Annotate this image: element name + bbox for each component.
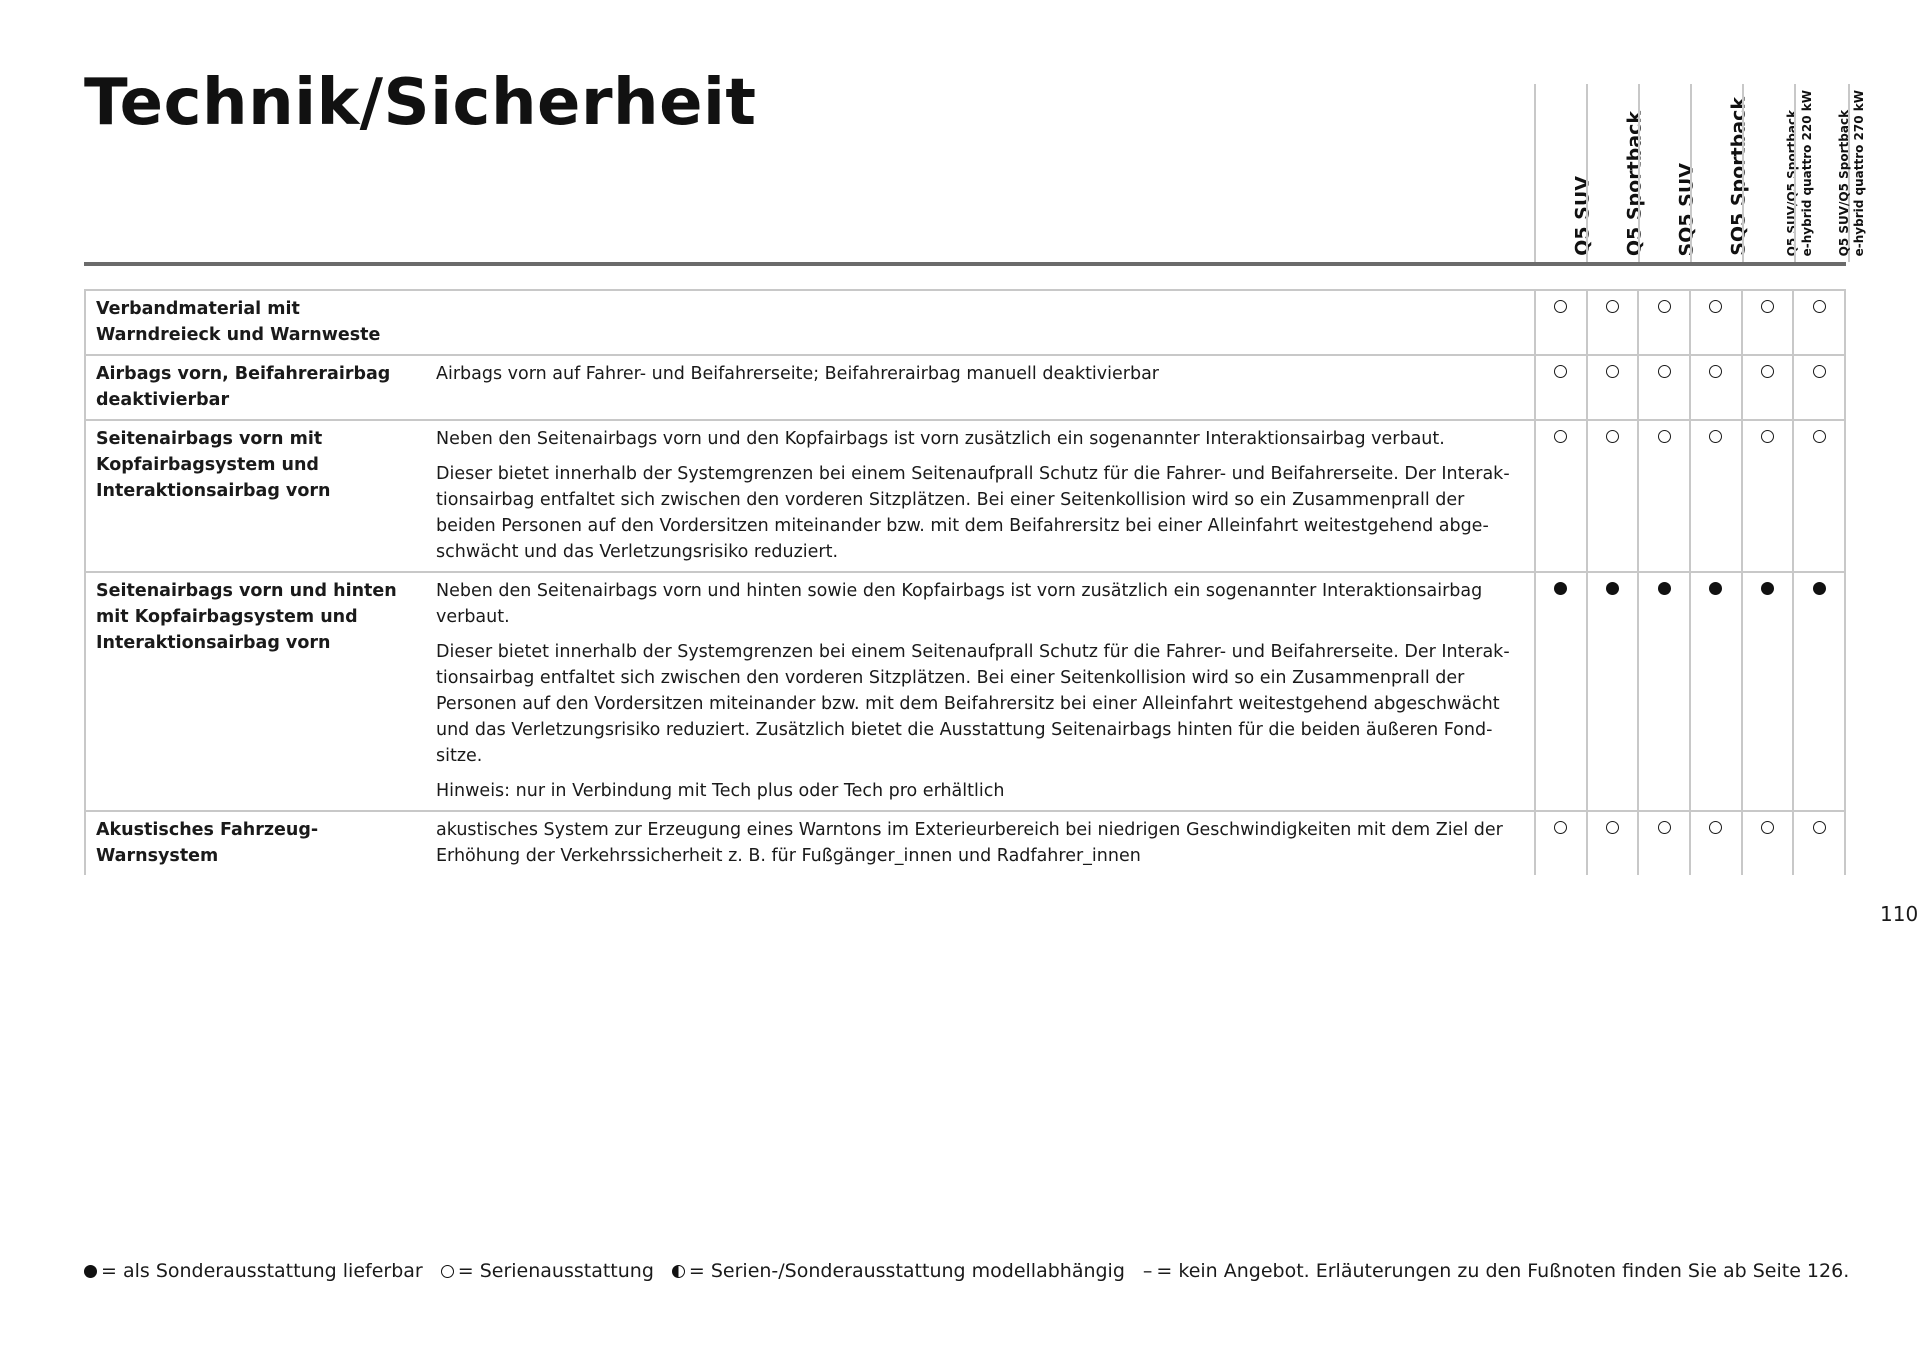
availability-cell — [1534, 291, 1586, 354]
feature-name: Seitenairbags vorn mit Kopfairbagsystem und Interaktionsairbag vorn — [84, 421, 426, 571]
description-paragraph: akustisches System zur Erzeugung eines Warntons im Exterieurbereich bei niedrigen Geschwindigkeiten mit dem Ziel der Erhöhung der Verkehrssicherheit z. B. für Fußgänger_innen und Radfahrer_innen — [436, 820, 1503, 866]
legend-model-text: = Serien-/Sonderausstattung modellabhängig — [688, 1260, 1125, 1282]
feature-description — [426, 812, 1534, 875]
availability-cell — [1741, 291, 1793, 354]
availability-cell — [1689, 291, 1741, 354]
availability-cell — [1689, 812, 1741, 875]
table-row — [84, 291, 1846, 356]
open-circle-icon — [1658, 300, 1671, 313]
open-circle-icon — [1658, 430, 1671, 443]
availability-cell — [1741, 421, 1793, 571]
availability-cell — [1792, 291, 1846, 354]
table-row — [84, 812, 1846, 875]
open-circle-icon — [1606, 821, 1619, 834]
availability-cell — [1689, 421, 1741, 571]
open-circle-icon — [1606, 430, 1619, 443]
dash-icon: – — [1142, 1260, 1153, 1282]
legend-serie — [441, 1260, 654, 1282]
open-circle-icon — [1813, 300, 1826, 313]
column-label-line2: e-hybrid quattro 220 kW — [1800, 89, 1814, 256]
column-header-q5-sportback — [1586, 84, 1646, 262]
column-label: Q5 SUV — [1571, 176, 1594, 256]
availability-cell — [1637, 356, 1689, 419]
legend-serie-text: = Serienausstattung — [457, 1260, 654, 1282]
open-circle-icon — [1554, 365, 1567, 378]
description-paragraph: Dieser bietet innerhalb der Systemgrenzen bei einem Seitenaufprall Schutz für die Fahrer- und Beifahrerseite. Der Interaktionsairbag entfaltet sich zwischen den vorderen Sitzplätzen. Bei einer Seitenkollision wird so ein Zusammenprall der Personen auf den Vordersitzen miteinander bzw. mit dem Beifahrersitz bei einer Alleinfahrt weitestgehend abgeschwächt und das Verletzungsrisiko reduziert. Zusätzlich bietet die Ausstattung Seitenairbags hinten für die beiden äußeren Fondsitze. — [436, 642, 1510, 766]
availability-cell — [1586, 812, 1638, 875]
feature-description — [426, 573, 1534, 810]
page-number: 110 — [1880, 902, 1919, 926]
open-circle-icon — [1709, 430, 1722, 443]
availability-cell — [1741, 356, 1793, 419]
open-circle-icon — [1554, 300, 1567, 313]
open-circle-icon — [1658, 365, 1671, 378]
availability-cell — [1534, 356, 1586, 419]
filled-circle-icon — [1554, 582, 1567, 595]
legend — [84, 1260, 1867, 1282]
open-circle-icon — [441, 1265, 454, 1278]
page-title: Technik/Sicherheit — [84, 66, 757, 140]
open-circle-icon — [1606, 300, 1619, 313]
legend-option — [84, 1260, 423, 1282]
legend-model — [672, 1260, 1125, 1282]
column-label-line1: Q5 SUV/Q5 Sportback — [1837, 109, 1851, 256]
feature-table — [84, 289, 1846, 875]
column-header-ehybrid-220 — [1742, 84, 1814, 262]
legend-none-text: = kein Angebot. Erläuterungen zu den Fußnoten finden Sie ab Seite 126. — [1156, 1260, 1850, 1282]
table-row — [84, 421, 1846, 573]
availability-cell — [1689, 573, 1741, 810]
filled-circle-icon — [84, 1265, 97, 1278]
column-header-sq5-sportback — [1690, 84, 1750, 262]
description-paragraph: Neben den Seitenairbags vorn und den Kopfairbags ist vorn zusätzlich ein sogenannter Interaktionsairbag verbaut. — [436, 429, 1445, 449]
header-divider — [84, 262, 1846, 266]
open-circle-icon — [1761, 300, 1774, 313]
feature-name: Airbags vorn, Beifahrerairbag deaktivierbar — [84, 356, 426, 419]
availability-cell — [1689, 356, 1741, 419]
open-circle-icon — [1709, 821, 1722, 834]
availability-cell — [1586, 421, 1638, 571]
availability-marks — [1534, 421, 1846, 571]
availability-cell — [1741, 573, 1793, 810]
filled-circle-icon — [1709, 582, 1722, 595]
availability-cell — [1586, 291, 1638, 354]
description-paragraph: Hinweis: nur in Verbindung mit Tech plus oder Tech pro erhältlich — [436, 781, 1005, 801]
column-label: Q5 Sportback — [1623, 110, 1646, 256]
open-circle-icon — [1658, 821, 1671, 834]
feature-description — [426, 291, 1534, 354]
table-row — [84, 573, 1846, 812]
availability-cell — [1586, 573, 1638, 810]
feature-description — [426, 356, 1534, 419]
availability-cell — [1534, 421, 1586, 571]
availability-marks — [1534, 356, 1846, 419]
column-label-line1: Q5 SUV/Q5 Sportback — [1785, 109, 1799, 256]
feature-name: Akustisches Fahrzeug-Warnsystem — [84, 812, 426, 875]
open-circle-icon — [1813, 821, 1826, 834]
open-circle-icon — [1709, 365, 1722, 378]
description-paragraph: Dieser bietet innerhalb der Systemgrenzen bei einem Seitenaufprall Schutz für die Fahrer- und Beifahrerseite. Der Interaktionsairbag entfaltet sich zwischen den vorderen Sitzplätzen. Bei einer Seitenkollision wird so ein Zusammenprall der beiden Personen auf den Vordersitzen miteinander bzw. mit dem Beifahrersitz bei einer Alleinfahrt weitestgehend abgeschwächt und das Verletzungsrisiko reduziert. — [436, 464, 1510, 562]
column-label — [1837, 90, 1867, 256]
column-label-line2: e-hybrid quattro 270 kW — [1852, 89, 1866, 256]
feature-description — [426, 421, 1534, 571]
legend-none — [1143, 1260, 1849, 1282]
description-paragraph: Neben den Seitenairbags vorn und hinten sowie den Kopfairbags ist vorn zusätzlich ein sogenannter Interaktionsairbag verbaut. — [436, 581, 1483, 627]
availability-cell — [1534, 573, 1586, 810]
availability-cell — [1534, 812, 1586, 875]
availability-marks — [1534, 573, 1846, 810]
availability-cell — [1792, 421, 1846, 571]
availability-cell — [1637, 421, 1689, 571]
filled-circle-icon — [1813, 582, 1826, 595]
column-label: SQ5 SUV — [1675, 162, 1698, 256]
filled-circle-icon — [1606, 582, 1619, 595]
filled-circle-icon — [1761, 582, 1774, 595]
availability-cell — [1792, 573, 1846, 810]
legend-option-text: = als Sonderausstattung lieferbar — [101, 1260, 423, 1282]
column-label: SQ5 Sportback — [1727, 97, 1750, 256]
open-circle-icon — [1813, 430, 1826, 443]
open-circle-icon — [1554, 821, 1567, 834]
availability-cell — [1637, 812, 1689, 875]
availability-marks — [1534, 291, 1846, 354]
open-circle-icon — [1761, 821, 1774, 834]
open-circle-icon — [1761, 365, 1774, 378]
feature-name: Verbandmaterial mit Warndreieck und Warnweste — [84, 291, 426, 354]
availability-marks — [1534, 812, 1846, 875]
open-circle-icon — [1761, 430, 1774, 443]
filled-circle-icon — [1658, 582, 1671, 595]
half-circle-icon — [672, 1265, 685, 1278]
open-circle-icon — [1606, 365, 1619, 378]
open-circle-icon — [1709, 300, 1722, 313]
feature-name: Seitenairbags vorn und hinten mit Kopfairbagsystem und Interaktionsairbag vorn — [84, 573, 426, 810]
column-header-q5-suv — [1534, 84, 1594, 262]
column-headers — [1534, 84, 1866, 262]
table-row — [84, 356, 1846, 421]
description-paragraph: Airbags vorn auf Fahrer- und Beifahrerseite; Beifahrerairbag manuell deaktivierbar — [436, 364, 1160, 384]
open-circle-icon — [1813, 365, 1826, 378]
column-header-sq5-suv — [1638, 84, 1698, 262]
availability-cell — [1792, 356, 1846, 419]
availability-cell — [1792, 812, 1846, 875]
availability-cell — [1637, 291, 1689, 354]
availability-cell — [1637, 573, 1689, 810]
availability-cell — [1586, 356, 1638, 419]
availability-cell — [1741, 812, 1793, 875]
column-header-ehybrid-270 — [1794, 84, 1866, 262]
open-circle-icon — [1554, 430, 1567, 443]
